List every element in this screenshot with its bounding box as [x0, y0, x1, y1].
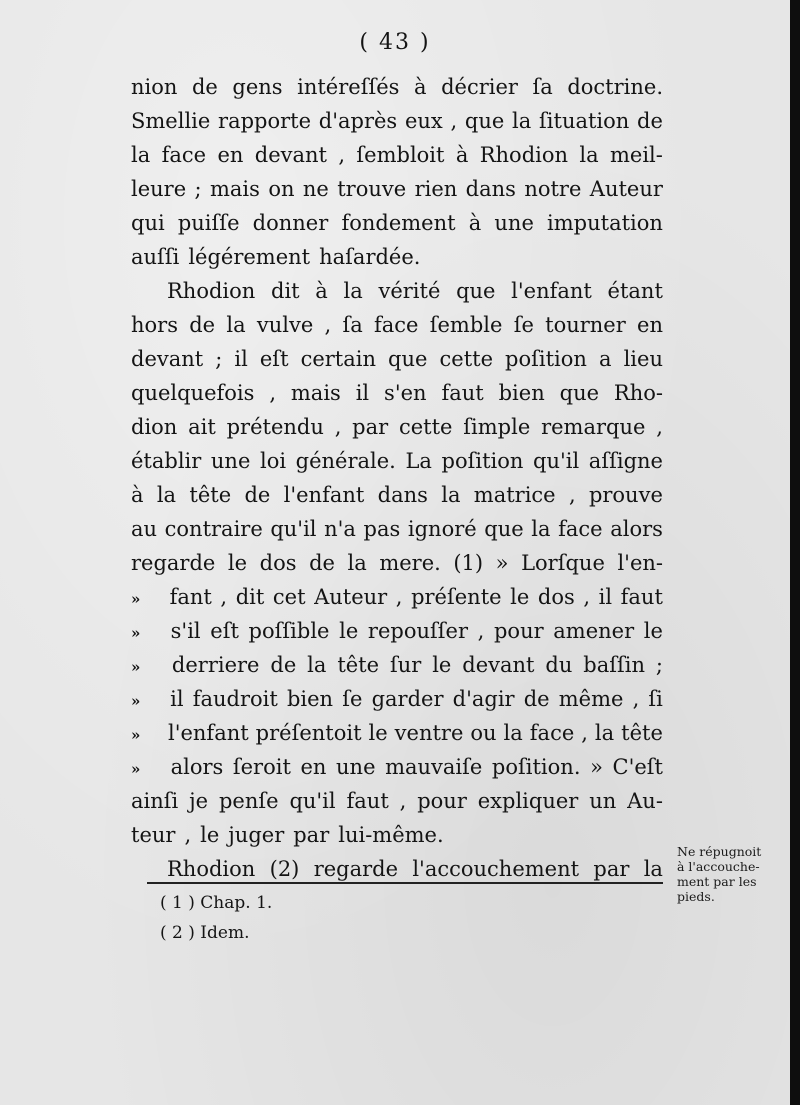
word: légérement	[188, 245, 311, 269]
word: »	[131, 692, 141, 710]
word: faut	[346, 789, 389, 813]
word: (2)	[269, 857, 300, 881]
word: remarque	[541, 415, 646, 439]
margin-note-line: pieds.	[677, 889, 715, 904]
word: Rhodion	[167, 857, 256, 881]
text-line	[131, 614, 663, 648]
word: faudroit	[192, 687, 278, 711]
word: ,	[399, 789, 407, 813]
word: de	[309, 551, 335, 575]
word: le	[200, 823, 220, 847]
word: prétendu	[226, 415, 324, 439]
word: ſimple	[463, 415, 531, 439]
word: Rhodion	[479, 143, 569, 167]
word: générale.	[295, 449, 396, 473]
word: la	[441, 483, 461, 507]
word: Auteur	[589, 177, 663, 201]
word: de	[189, 313, 216, 337]
text-line	[131, 172, 663, 206]
word: il	[355, 381, 370, 405]
word: étant	[607, 279, 663, 303]
footnotes	[160, 888, 272, 948]
word: faut	[441, 381, 484, 405]
word: ainſi	[131, 789, 179, 813]
word: juger	[228, 823, 285, 847]
word: derriere	[171, 653, 260, 677]
word: ,	[632, 687, 640, 711]
margin-note-line: ment par les	[677, 874, 757, 889]
word: s'il	[170, 619, 201, 643]
word: tourner	[545, 313, 626, 337]
word: fant	[169, 585, 212, 609]
word: on	[268, 177, 295, 201]
text-line	[131, 580, 663, 614]
footnote-2: ( 2 ) Idem.	[160, 923, 250, 943]
word: le	[432, 653, 452, 677]
word: ſituation	[539, 109, 630, 133]
word: (1)	[453, 551, 484, 575]
word: que	[388, 347, 428, 371]
word: pour	[417, 789, 467, 813]
word: je	[189, 789, 209, 813]
word: qu'il	[270, 517, 317, 541]
word: alors	[170, 755, 224, 779]
word: le	[368, 721, 388, 745]
body-text	[131, 70, 663, 886]
word: dans	[377, 483, 428, 507]
word: à	[315, 279, 328, 303]
word: teur	[131, 823, 176, 847]
text-line	[131, 716, 663, 750]
text-line	[131, 138, 663, 172]
word: ſeroit	[232, 755, 291, 779]
word: n'a	[324, 517, 356, 541]
word: ou	[470, 721, 497, 745]
word: il	[598, 585, 613, 609]
word: hors	[131, 313, 178, 337]
word: face	[529, 721, 575, 745]
word: ſe	[513, 313, 534, 337]
word: bien	[498, 381, 545, 405]
word: contraire	[164, 517, 263, 541]
text-line	[131, 274, 663, 308]
footnote-rule	[147, 882, 663, 884]
word: tête	[621, 721, 663, 745]
word: mere.	[379, 551, 441, 575]
word: fondement	[341, 211, 456, 235]
text-line	[131, 750, 663, 784]
word: préſentoit	[255, 721, 362, 745]
word: Auteur	[314, 585, 388, 609]
word: devant	[462, 653, 535, 677]
text-line	[131, 308, 663, 342]
word: la	[347, 551, 367, 575]
word: le	[227, 551, 248, 575]
word: en	[217, 143, 244, 167]
word: d'agir	[452, 687, 515, 711]
word: dit	[271, 279, 300, 303]
word: l'accouchement	[412, 857, 580, 881]
word: garder	[371, 687, 444, 711]
word: ,	[184, 823, 192, 847]
word: gens	[232, 75, 283, 99]
word: regarde	[313, 857, 399, 881]
word: le	[339, 619, 359, 643]
word: ,	[220, 585, 228, 609]
text-line	[131, 104, 663, 138]
word: tête	[337, 653, 380, 677]
word: établir	[131, 449, 202, 473]
text-line	[131, 342, 663, 376]
word: puiſſe	[177, 211, 240, 235]
word: face	[161, 143, 207, 167]
word: eux	[404, 109, 443, 133]
word: pas	[363, 517, 401, 541]
text-line	[131, 546, 663, 580]
word: mais	[290, 381, 341, 405]
margin-note-line: à l'accouche-	[677, 859, 760, 874]
word: poſition	[441, 449, 524, 473]
text-line	[131, 512, 663, 546]
word: »	[131, 590, 141, 608]
word: »	[590, 755, 603, 779]
word: eſt	[259, 347, 289, 371]
word: lui-même.	[338, 823, 444, 847]
word: penſe	[218, 789, 279, 813]
word: »	[131, 726, 141, 744]
word: la	[156, 483, 177, 507]
word: ,	[395, 585, 403, 609]
word: »	[495, 551, 509, 575]
word: dos	[259, 551, 297, 575]
word: »	[131, 624, 141, 642]
word: ſemble	[429, 313, 503, 337]
word: quelquefois	[131, 381, 255, 405]
word: que	[559, 381, 600, 405]
word: cette	[439, 347, 493, 371]
word: ſembloit	[356, 143, 445, 167]
word: cet	[272, 585, 306, 609]
word: la	[343, 279, 363, 303]
word: la	[643, 857, 663, 881]
word: ,	[477, 619, 485, 643]
word: ,	[338, 143, 346, 167]
word: ait	[188, 415, 216, 439]
word: la	[512, 109, 532, 133]
text-line	[131, 206, 663, 240]
word: ſi	[648, 687, 663, 711]
word: par	[293, 823, 330, 847]
word: préſente	[411, 585, 502, 609]
word: poſition.	[491, 755, 581, 779]
word: bien	[286, 687, 334, 711]
word: une	[210, 449, 251, 473]
word: en	[637, 313, 663, 337]
word: aſſigne	[588, 449, 663, 473]
word: de	[191, 75, 218, 99]
margin-note-line: Ne répugnoit	[677, 844, 762, 859]
word: par	[593, 857, 630, 881]
word: une	[336, 755, 376, 779]
word: qui	[131, 211, 165, 235]
word: a	[599, 347, 612, 371]
text-line	[131, 852, 663, 886]
word: matrice	[473, 483, 556, 507]
word: ,	[656, 415, 663, 439]
word: l'enfant	[283, 483, 365, 507]
word: ;	[194, 177, 202, 201]
word: devant	[254, 143, 327, 167]
word: Rhodion	[167, 279, 256, 303]
word: poſition	[505, 347, 587, 371]
word: donner	[252, 211, 329, 235]
word: à	[414, 75, 427, 99]
word: à	[455, 143, 469, 167]
footnote-1: ( 1 ) Chap. 1.	[160, 893, 273, 913]
text-line	[131, 376, 663, 410]
word: amener	[553, 619, 635, 643]
word: rien	[414, 177, 458, 201]
word: de	[244, 483, 271, 507]
word: dans	[465, 177, 516, 201]
word: leure	[131, 177, 187, 201]
word: Lorſque	[521, 551, 605, 575]
word: ,	[334, 415, 342, 439]
word: le	[643, 619, 663, 643]
word: tête	[189, 483, 232, 507]
word: le	[510, 585, 530, 609]
word: d'après	[318, 109, 398, 133]
word: la	[131, 143, 151, 167]
word: lieu	[623, 347, 663, 371]
word: il	[234, 347, 248, 371]
word: ignoré	[407, 517, 477, 541]
word: que	[464, 109, 505, 133]
word: l'en-	[617, 551, 663, 575]
word: un	[589, 789, 617, 813]
word: devant	[131, 347, 204, 371]
word: ,	[581, 721, 588, 745]
word: la	[579, 143, 599, 167]
word: de	[523, 687, 550, 711]
word: poſſible	[248, 619, 330, 643]
word: l'enfant	[511, 279, 592, 303]
word: »	[131, 760, 141, 778]
word: ,	[324, 313, 332, 337]
word: même	[558, 687, 624, 711]
word: ne	[302, 177, 329, 201]
word: dos	[537, 585, 575, 609]
word: rapporte	[218, 109, 312, 133]
word: mais	[210, 177, 260, 201]
text-line	[131, 410, 663, 444]
word: dion	[131, 415, 178, 439]
word: eſt	[210, 619, 239, 643]
word: nion	[131, 75, 178, 99]
word: ,	[450, 109, 458, 133]
word: ,	[583, 585, 591, 609]
word: repouſſer	[367, 619, 469, 643]
word: décrier	[441, 75, 518, 99]
word: intéreſſés	[297, 75, 400, 99]
word: la	[226, 313, 246, 337]
word: ventre	[394, 721, 464, 745]
text-line	[131, 784, 663, 818]
word: faut	[620, 585, 663, 609]
word: une	[494, 211, 534, 235]
word: mauvaiſe	[385, 755, 483, 779]
word: par	[352, 415, 389, 439]
word: expliquer	[477, 789, 579, 813]
word: baſſin	[583, 653, 646, 677]
word: qu'il	[533, 449, 580, 473]
text-line	[131, 682, 663, 716]
word: en	[300, 755, 327, 779]
word: C'eſt	[612, 755, 663, 779]
text-line	[131, 648, 663, 682]
word: il	[170, 687, 184, 711]
word: Au-	[627, 789, 663, 813]
word: à	[131, 483, 144, 507]
word: ſur	[389, 653, 422, 677]
text-line	[131, 478, 663, 512]
word: la	[307, 653, 327, 677]
word: ,	[269, 381, 276, 405]
word: Smellie	[131, 109, 211, 133]
word: trouve	[337, 177, 407, 201]
text-line	[131, 444, 663, 478]
word: ſa	[342, 313, 363, 337]
page-edge-shadow	[790, 0, 800, 1105]
text-line	[131, 818, 663, 852]
word: notre	[524, 177, 582, 201]
word: face	[558, 517, 603, 541]
word: que	[456, 279, 496, 303]
text-line	[131, 70, 663, 104]
word: à	[468, 211, 482, 235]
word: alors	[610, 517, 663, 541]
word: ;	[655, 653, 663, 677]
page-number: ( 43 )	[359, 30, 431, 55]
word: Rho-	[613, 381, 663, 405]
word: que	[484, 517, 524, 541]
word: dit	[235, 585, 265, 609]
word: vulve	[256, 313, 314, 337]
word: la	[531, 517, 551, 541]
word: ſa	[532, 75, 553, 99]
word: auſſi	[131, 245, 180, 269]
word: regarde	[131, 551, 216, 575]
text-line	[131, 240, 663, 274]
word: la	[503, 721, 523, 745]
word: face	[374, 313, 419, 337]
word: loi	[259, 449, 287, 473]
word: l'enfant	[167, 721, 249, 745]
word: au	[131, 517, 158, 541]
word: ſe	[342, 687, 363, 711]
word: prouve	[588, 483, 663, 507]
word: du	[545, 653, 573, 677]
word: imputation	[547, 211, 663, 235]
word: vérité	[378, 279, 441, 303]
word: ;	[215, 347, 223, 371]
word: de	[637, 109, 663, 133]
word: qu'il	[289, 789, 336, 813]
word: de	[270, 653, 297, 677]
word: la	[594, 721, 615, 745]
word: »	[131, 658, 141, 676]
word: doctrine.	[567, 75, 663, 99]
word: meil-	[610, 143, 663, 167]
word: pour	[493, 619, 544, 643]
word: s'en	[384, 381, 427, 405]
word: haſardée.	[319, 245, 421, 269]
word: cette	[398, 415, 453, 439]
word: certain	[300, 347, 376, 371]
margin-note	[677, 844, 787, 904]
word: La	[405, 449, 432, 473]
word: ,	[568, 483, 576, 507]
